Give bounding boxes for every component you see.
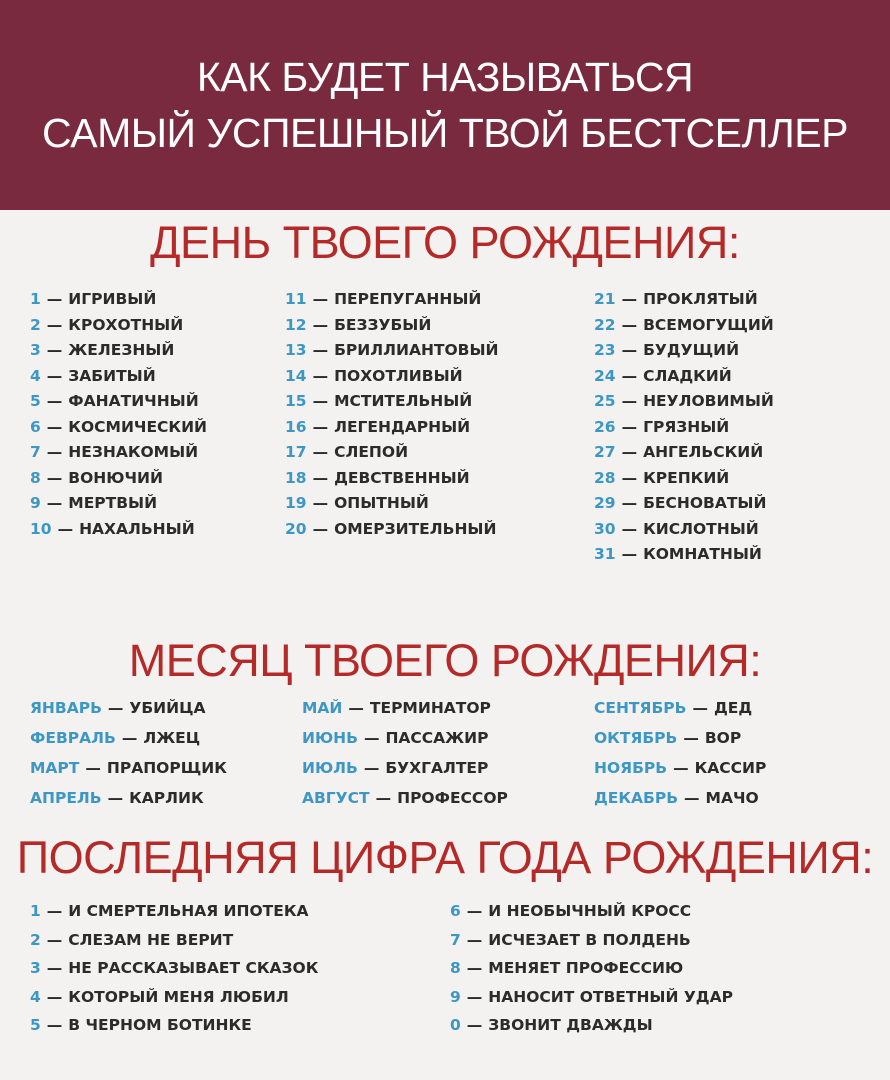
dash-separator: — (121, 729, 138, 747)
day-item (594, 415, 774, 441)
day-item (594, 466, 774, 492)
dash-separator: — (363, 729, 380, 747)
month-item-text: ПРАПОРЩИК (106, 759, 227, 777)
month-item-key: ДЕКАБРЬ (594, 789, 679, 807)
day-item-key: 18 (285, 468, 307, 487)
day-item-key: 13 (285, 341, 307, 359)
day-item-key: 6 (30, 417, 41, 436)
day-item (30, 313, 207, 339)
month-item-text: КАРЛИК (129, 789, 204, 807)
day-item-text: ОМЕРЗИТЕЛЬНЫЙ (334, 519, 497, 538)
dash-separator: — (46, 315, 63, 334)
dash-separator: — (621, 494, 638, 512)
month-item-key: АПРЕЛЬ (30, 789, 102, 807)
day-item (30, 517, 207, 543)
day-item-text: КОСМИЧЕСКИЙ (68, 417, 208, 436)
year-item (450, 897, 733, 926)
dash-separator: — (673, 759, 689, 777)
year-column-1 (30, 897, 318, 1040)
dash-separator: — (312, 519, 329, 538)
day-item (30, 491, 207, 517)
month-column-2 (302, 693, 508, 813)
day-item (30, 415, 207, 441)
day-item-key: 1 (30, 290, 41, 308)
month-item (594, 693, 766, 723)
dash-separator: — (46, 468, 63, 487)
year-item-text: ЗВОНИТ ДВАЖДЫ (488, 1016, 653, 1034)
day-item-key: 28 (594, 468, 616, 487)
day-item (30, 364, 207, 390)
day-item (285, 364, 499, 390)
dash-separator: — (312, 468, 329, 487)
header-line-1: КАК БУДЕТ НАЗЫВАТЬСЯ (196, 54, 694, 100)
month-column-3 (594, 693, 766, 813)
year-item (450, 1011, 733, 1040)
dash-separator: — (46, 417, 63, 436)
day-item-text: ПОХОТЛИВЫЙ (334, 366, 463, 385)
day-section-title: ДЕНЬ ТВОЕГО РОЖДЕНИЯ: (150, 217, 740, 268)
day-item (594, 440, 774, 466)
day-item-key: 4 (30, 366, 41, 385)
day-item-text: НЕУЛОВИМЫЙ (643, 392, 774, 410)
day-column-3 (594, 287, 774, 568)
dash-separator: — (312, 494, 329, 512)
day-item (285, 440, 499, 466)
dash-separator: — (46, 341, 63, 359)
day-item-key: 24 (594, 366, 616, 385)
month-item-text: БУХГАЛТЕР (385, 759, 489, 777)
year-item (30, 897, 318, 926)
day-item-text: НЕЗНАКОМЫЙ (68, 443, 199, 461)
year-item (30, 983, 318, 1012)
year-item-key: 0 (450, 1016, 461, 1034)
year-item-key: 9 (450, 987, 461, 1006)
dash-separator: — (312, 290, 329, 308)
dash-separator: — (312, 443, 329, 461)
year-item-key: 8 (450, 959, 461, 977)
dash-separator: — (46, 366, 63, 385)
month-item (30, 753, 227, 783)
day-item-key: 11 (285, 290, 307, 308)
day-item-text: БРИЛЛИАНТОВЫЙ (334, 341, 499, 359)
day-item (285, 415, 499, 441)
year-section-title: ПОСЛЕДНЯЯ ЦИФРА ГОДА РОЖДЕНИЯ: (16, 832, 874, 883)
day-item-text: СЛЕПОЙ (334, 443, 409, 461)
dash-separator: — (312, 417, 329, 436)
month-item-text: ЛЖЕЦ (143, 729, 201, 747)
dash-separator: — (466, 959, 483, 977)
day-item-text: ВОНЮЧИЙ (68, 468, 163, 487)
dash-separator: — (692, 699, 708, 717)
year-item-key: 3 (30, 959, 41, 977)
month-item-key: МАРТ (30, 759, 80, 777)
dash-separator: — (466, 930, 483, 949)
day-item-text: КРОХОТНЫЙ (68, 315, 184, 334)
header-banner (0, 0, 890, 210)
dash-separator: — (85, 759, 101, 777)
year-column-2 (450, 897, 733, 1040)
month-item-key: АВГУСТ (302, 789, 370, 807)
dash-separator: — (46, 902, 63, 920)
month-item (302, 723, 508, 753)
dash-separator: — (46, 494, 63, 512)
month-item (302, 693, 508, 723)
dash-separator: — (621, 392, 638, 410)
year-item (30, 926, 318, 955)
year-item-text: НЕ РАССКАЗЫВАЕТ СКАЗОК (68, 959, 319, 977)
day-item (30, 440, 207, 466)
day-item-text: СЛАДКИЙ (643, 366, 732, 385)
dash-separator: — (621, 468, 638, 487)
dash-separator: — (684, 789, 700, 807)
day-item-text: АНГЕЛЬСКИЙ (643, 443, 764, 461)
dash-separator: — (683, 729, 699, 747)
dash-separator: — (621, 341, 638, 359)
year-item-key: 2 (30, 930, 41, 949)
day-item-key: 29 (594, 494, 616, 512)
month-item (594, 723, 766, 753)
day-item (285, 466, 499, 492)
dash-separator: — (621, 290, 638, 308)
day-item (285, 338, 499, 364)
day-item (30, 466, 207, 492)
month-item (594, 783, 766, 813)
year-item-key: 7 (450, 930, 461, 949)
day-item-key: 22 (594, 315, 616, 334)
day-item (594, 542, 774, 568)
day-item-key: 9 (30, 494, 41, 512)
day-item (594, 313, 774, 339)
day-item-key: 30 (594, 519, 616, 538)
dash-separator: — (46, 1016, 63, 1034)
dash-separator: — (107, 789, 124, 807)
day-item (285, 491, 499, 517)
day-item-text: ЗАБИТЫЙ (68, 366, 156, 385)
year-item-text: КОТОРЫЙ МЕНЯ ЛЮБИЛ (68, 987, 289, 1006)
dash-separator: — (621, 443, 638, 461)
month-item-key: ФЕВРАЛЬ (30, 729, 116, 747)
day-item-key: 3 (30, 341, 41, 359)
month-item (30, 723, 227, 753)
day-item-key: 25 (594, 392, 616, 410)
dash-separator: — (57, 519, 74, 538)
dash-separator: — (312, 366, 329, 385)
month-item (302, 783, 508, 813)
day-item-text: ЛЕГЕНДАРНЫЙ (334, 417, 471, 436)
day-item (285, 389, 499, 415)
day-column-1 (30, 287, 207, 542)
day-item-text: КРЕПКИЙ (643, 468, 730, 487)
year-item-key: 5 (30, 1016, 41, 1034)
day-item-key: 31 (594, 545, 616, 563)
day-item-key: 8 (30, 468, 41, 487)
day-item-text: ВСЕМОГУЩИЙ (643, 315, 774, 334)
day-item-text: МЕРТВЫЙ (68, 494, 158, 512)
day-item (285, 313, 499, 339)
month-item-text: ВОР (704, 729, 742, 747)
dash-separator: — (621, 366, 638, 385)
header-line-2: САМЫЙ УСПЕШНЫЙ ТВОЙ БЕСТСЕЛЛЕР (42, 110, 848, 156)
day-item-key: 15 (285, 392, 307, 410)
day-item-text: ГРЯЗНЫЙ (643, 417, 730, 436)
dash-separator: — (621, 417, 638, 436)
month-item-text: ПРОФЕССОР (397, 789, 508, 807)
day-item-text: БЕЗЗУБЫЙ (334, 315, 432, 334)
month-item (30, 693, 227, 723)
day-item-text: МСТИТЕЛЬНЫЙ (334, 392, 473, 410)
year-item-text: НАНОСИТ ОТВЕТНЫЙ УДАР (488, 987, 733, 1006)
day-item-text: КОМНАТНЫЙ (643, 545, 762, 563)
dash-separator: — (46, 959, 63, 977)
day-item (594, 338, 774, 364)
dash-separator: — (312, 315, 329, 334)
year-item-key: 4 (30, 987, 41, 1006)
month-item-key: МАЙ (302, 699, 343, 717)
month-item-text: МАЧО (705, 789, 759, 807)
year-item (450, 954, 733, 983)
dash-separator: — (312, 341, 329, 359)
day-item (594, 517, 774, 543)
day-item (594, 364, 774, 390)
year-item (450, 983, 733, 1012)
month-item-key: НОЯБРЬ (594, 759, 668, 777)
year-item (30, 1011, 318, 1040)
dash-separator: — (312, 392, 329, 410)
month-item-key: ОКТЯБРЬ (594, 729, 678, 747)
year-item (30, 954, 318, 983)
day-item (285, 287, 499, 313)
dash-separator: — (621, 315, 638, 334)
year-item (450, 926, 733, 955)
dash-separator: — (621, 519, 638, 538)
month-item-key: ЯНВАРЬ (30, 699, 102, 717)
month-item (302, 753, 508, 783)
day-item-key: 16 (285, 417, 307, 436)
day-item (594, 491, 774, 517)
day-item-text: НАХАЛЬНЫЙ (79, 519, 195, 538)
dash-separator: — (363, 759, 380, 777)
month-column-1 (30, 693, 227, 813)
day-item (594, 287, 774, 313)
day-item-key: 21 (594, 290, 616, 308)
month-item (594, 753, 766, 783)
day-item-key: 12 (285, 315, 307, 334)
day-item (594, 389, 774, 415)
dash-separator: — (46, 987, 63, 1006)
dash-separator: — (375, 789, 392, 807)
year-item-key: 1 (30, 902, 41, 920)
day-item-key: 10 (30, 519, 52, 538)
month-item-text: КАССИР (694, 759, 767, 777)
dash-separator: — (46, 930, 63, 949)
year-item-text: И НЕОБЫЧНЫЙ КРОСС (488, 902, 692, 920)
day-item-text: ФАНАТИЧНЫЙ (68, 392, 199, 410)
month-item-key: СЕНТЯБРЬ (594, 699, 687, 717)
day-item (285, 517, 499, 543)
day-item-key: 23 (594, 341, 616, 359)
day-item-text: БЕСНОВАТЫЙ (643, 494, 767, 512)
day-item-key: 14 (285, 366, 307, 385)
dash-separator: — (46, 392, 63, 410)
day-item-text: ИГРИВЫЙ (68, 290, 157, 308)
day-item-text: ПРОКЛЯТЫЙ (643, 290, 758, 308)
dash-separator: — (46, 443, 63, 461)
year-item-text: В ЧЕРНОМ БОТИНКЕ (68, 1016, 252, 1034)
day-item (30, 287, 207, 313)
day-item-key: 2 (30, 315, 41, 334)
day-item-key: 17 (285, 443, 307, 461)
day-item-text: БУДУЩИЙ (643, 341, 740, 359)
day-item-text: ПЕРЕПУГАННЫЙ (334, 290, 482, 308)
day-item-key: 7 (30, 443, 41, 461)
month-item-key: ИЮЛЬ (302, 759, 358, 777)
day-item-key: 27 (594, 443, 616, 461)
month-item-key: ИЮНЬ (302, 729, 358, 747)
day-item-text: ОПЫТНЫЙ (334, 494, 429, 512)
month-section-title: МЕСЯЦ ТВОЕГО РОЖДЕНИЯ: (128, 635, 762, 686)
year-item-text: ИСЧЕЗАЕТ В ПОЛДЕНЬ (488, 930, 691, 949)
year-item-key: 6 (450, 902, 461, 920)
dash-separator: — (621, 545, 638, 563)
day-column-2 (285, 287, 499, 542)
month-item-text: ТЕРМИНАТОР (369, 699, 491, 717)
dash-separator: — (466, 1016, 483, 1034)
month-item-text: УБИЙЦА (129, 699, 206, 717)
day-item-key: 5 (30, 392, 41, 410)
dash-separator: — (46, 290, 63, 308)
dash-separator: — (466, 902, 483, 920)
day-item (30, 338, 207, 364)
year-item-text: МЕНЯЕТ ПРОФЕССИЮ (488, 959, 684, 977)
dash-separator: — (466, 987, 483, 1006)
month-item-text: ДЕД (713, 699, 753, 717)
day-item-key: 26 (594, 417, 616, 436)
dash-separator: — (348, 699, 364, 717)
day-item-key: 20 (285, 519, 307, 538)
day-item-text: ДЕВСТВЕННЫЙ (334, 468, 470, 487)
day-item-key: 19 (285, 494, 307, 512)
day-item (30, 389, 207, 415)
month-item-text: ПАССАЖИР (385, 729, 489, 747)
year-item-text: СЛЕЗАМ НЕ ВЕРИТ (68, 930, 234, 949)
dash-separator: — (107, 699, 124, 717)
day-item-text: КИСЛОТНЫЙ (643, 519, 759, 538)
day-item-text: ЖЕЛЕЗНЫЙ (68, 341, 175, 359)
month-item (30, 783, 227, 813)
year-item-text: И СМЕРТЕЛЬНАЯ ИПОТЕКА (68, 902, 309, 920)
